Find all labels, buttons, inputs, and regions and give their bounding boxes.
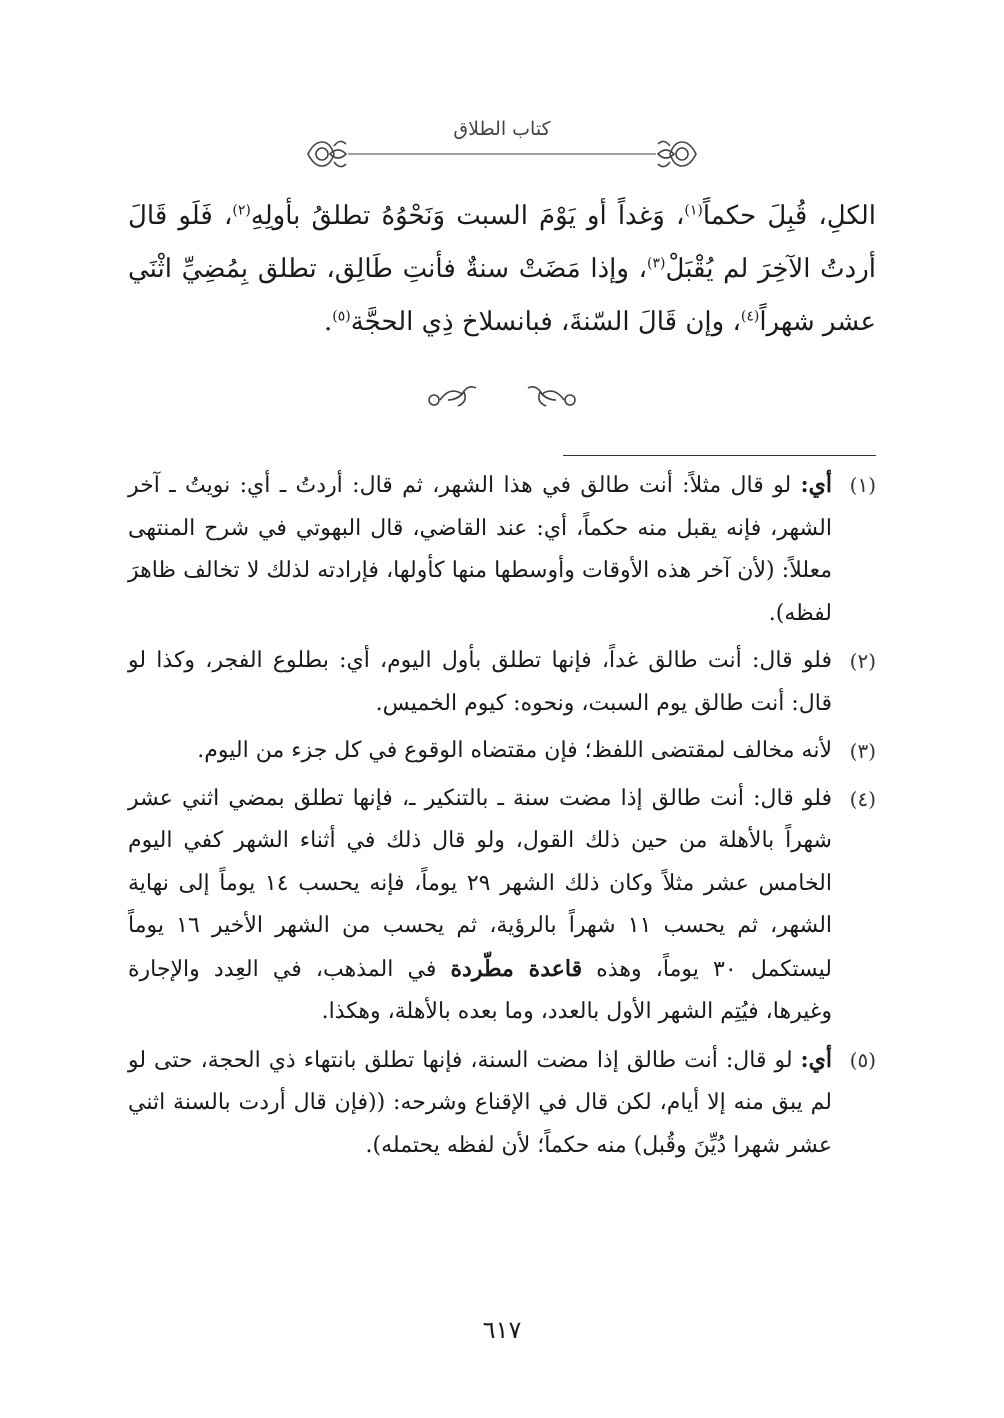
- footnote-ref-2: (٢): [232, 202, 251, 219]
- footnote-number: (٤): [849, 786, 876, 811]
- footnote-number: (١): [849, 473, 876, 497]
- footnote-ref-5: (٥): [332, 308, 351, 325]
- footnote-ref-1: (١): [684, 202, 703, 219]
- footnote-1: [128, 464, 876, 635]
- footnote-3: [128, 730, 876, 773]
- footnote-bold-term: قاعدة مطّردة: [450, 955, 583, 982]
- footnote-text: لأنه مخالف لمقتضى اللفظ؛ فإن مقتضاه الوقوع في كل جزء من اليوم.: [197, 738, 832, 763]
- main-paragraph: [128, 190, 876, 349]
- footnote-text: فلو قال: أنت طالق إذا مضت سنة ـ بالتنكير ـ، فإنها تطلق بمضي اثني عشر شهراً بالأهلة من حين ذلك القول، ولو قال ذلك في أثناء الشهر كفي اليوم الخامس عشر مثلاً وكان ذلك الشهر ٢٩ يوماً، فإنه يحسب ١٤ يوماً إلى نهاية الشهر، ثم يحسب ١١ شهراً بالرؤية، ثم يحسب من الشهر الأخير ١٦ يوماً ليستكمل ٣٠ يوماً، وهذه: [128, 785, 833, 982]
- main-text-segment: ، وإن قَالَ السّنةَ، فبانسلاخ ذِي الحجَّة: [350, 307, 741, 337]
- main-text-segment: .: [324, 307, 333, 337]
- footnote-lead: أي:: [800, 472, 832, 498]
- section-end-ornament-icon: [420, 382, 584, 418]
- footnote-text: فلو قال: أنت طالق غداً، فإنها تطلق بأول اليوم، أي: بطلوع الفجر، وكذا لو قال: أنت طالق يوم السبت، ونحوه: كيوم الخميس.: [128, 648, 832, 716]
- footnote-number: (٢): [849, 649, 876, 673]
- footnote-text: لو قال مثلاً: أنت طالق في هذا الشهر، ثم قال: أردتُ ـ أي: نويتُ ـ آخر الشهر، فإنه يقبل منه حكماً، أي: عند القاضي، قال البهوتي في شرح المنتهى معللاً: (لأن آخر هذه الأوقات وأوسطها منها كأولها، فإرادته لذلك لا تخالف ظاهرَ لفظه).: [128, 473, 832, 626]
- footnote-number: (٥): [849, 1047, 876, 1072]
- footnote-2: [128, 640, 876, 725]
- footnote-5: [128, 1039, 876, 1168]
- footnote-separator: [563, 455, 876, 456]
- main-text: [128, 190, 876, 349]
- footnote-ref-3: (٣): [647, 255, 666, 272]
- main-text-segment: ، وإذا مَضَتْ سنةٌ فأنتِ طَالِق، تطلق بِمُضِيِّ اثْنَي عشر شهراً: [128, 254, 876, 337]
- running-header-title: كتاب الطلاق: [453, 118, 551, 140]
- main-text-segment: ، فَلَو قَالَ أردتُ الآخِرَ لم يُقْبَلْ: [128, 201, 876, 284]
- main-text-segment: ، وَغداً أو يَوْمَ السبت وَنَحْوُهُ تطلقُ بأولِهِ: [250, 201, 685, 231]
- header-ornament-rule-icon: [300, 132, 704, 172]
- page-number: ٦١٧: [482, 1316, 522, 1344]
- footnote-4: [128, 778, 876, 1034]
- footnote-number: (٣): [849, 739, 876, 763]
- footnote-text: لو قال: أنت طالق إذا مضت السنة، فإنها تطلق بانتهاء ذي الحجة، حتى لو لم يبق منه إلا أيام، لكن قال في الإقناع وشرحه: ((فإن قال أردت بالسنة اثني عشر شهرا دُيِّنَ وقُبل) منه حكماً؛ لأن لفظه يحتمله).: [128, 1047, 832, 1158]
- footnote-ref-4: (٤): [740, 308, 760, 325]
- footnote-lead: أي:: [800, 1046, 832, 1073]
- footnote-text: في المذهب، في العِدد والإجارة وغيرها، فيُتِم الشهر الأول بالعدد، وما بعده بالأهلة، وهكذا.: [128, 956, 832, 1024]
- main-text-segment: الكلِ، قُبِلَ حكماً: [702, 201, 876, 231]
- footnotes: [128, 464, 876, 1172]
